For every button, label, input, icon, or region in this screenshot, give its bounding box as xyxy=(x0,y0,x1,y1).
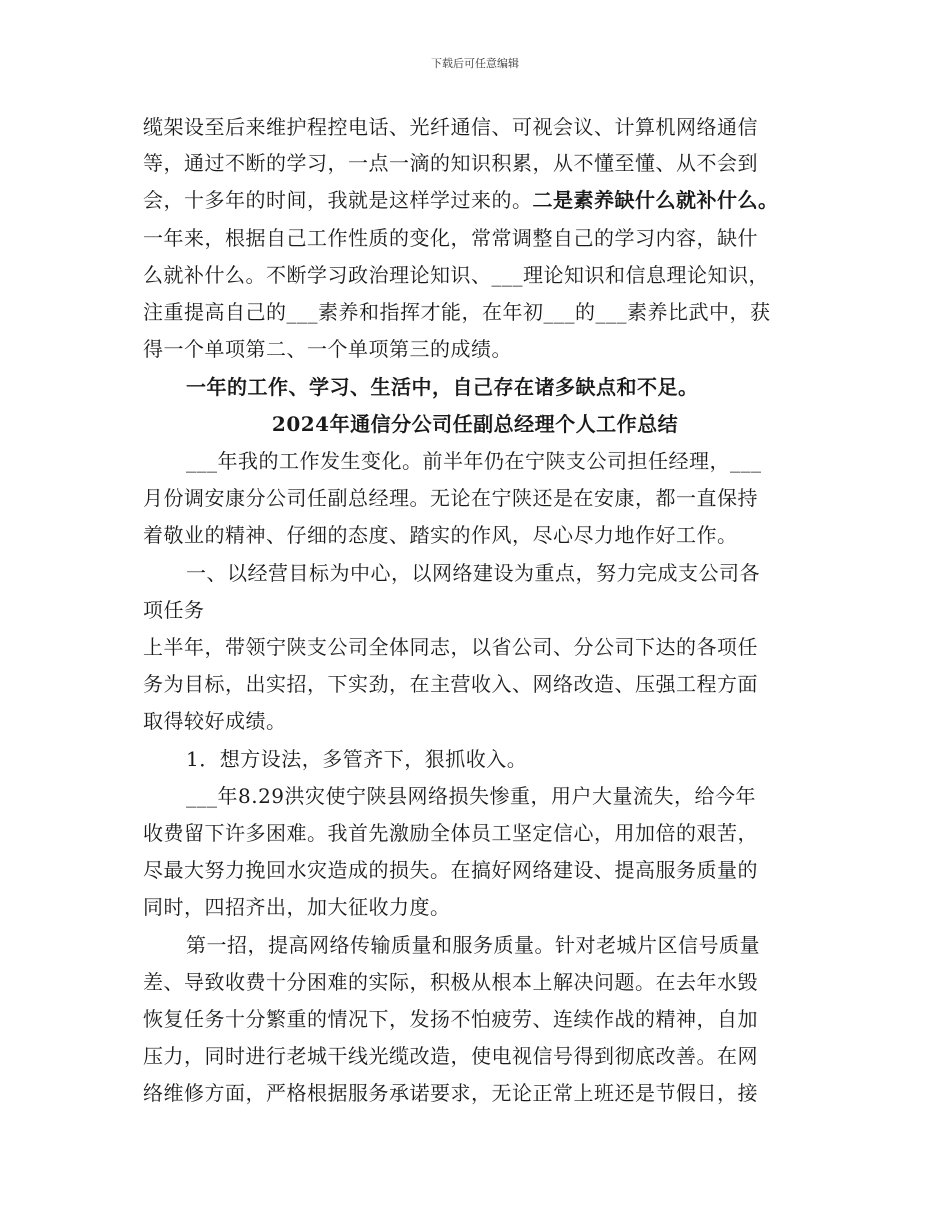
subsection-heading: 1．想方设法，多管齐下，狠抓收入。 xyxy=(186,747,528,771)
paragraph-line: 务为目标，出实招，下实劲，在主营收入、网络改造、压强工程方面 xyxy=(143,672,758,696)
paragraph-line: 么就补什么。不断学习政治理论知识、___理论知识和信息理论知识， xyxy=(143,263,769,287)
paragraph-line: 同时，四招齐出，加大征收力度。 xyxy=(143,895,451,919)
paragraph-line: ___年我的工作发生变化。前半年仍在宁陕支公司担任经理，___ xyxy=(186,449,762,473)
page-header: 下载后可任意编辑 xyxy=(431,57,519,70)
paragraph-line: 着敬业的精神、仔细的态度、踏实的作风，尽心尽力地作好工作。 xyxy=(143,523,738,547)
paragraph-line: 压力，同时进行老城干线光缆改造，使电视信号得到彻底改善。在网 xyxy=(143,1044,758,1068)
paragraph-line: 等，通过不断的学习，一点一滴的知识积累，从不懂至懂、从不会到 xyxy=(143,151,758,175)
paragraph-line: 月份调安康分公司任副总经理。无论在宁陕还是在安康，都一直保持 xyxy=(143,486,758,510)
paragraph-line: 差、导致收费十分困难的实际，积极从根本上解决问题。在去年水毁 xyxy=(143,970,758,994)
paragraph-line: 第一招，提高网络传输质量和服务质量。针对老城片区信号质量 xyxy=(186,933,760,957)
section-heading: 一、以经营目标为中心，以网络建设为重点，努力完成支公司各 xyxy=(186,561,760,585)
document-title: 2024年通信分公司任副总经理个人工作总结 xyxy=(271,412,679,436)
paragraph-line: 上半年，带领宁陕支公司全体同志，以省公司、分公司下达的各项任 xyxy=(143,635,758,659)
paragraph-line: 取得较好成绩。 xyxy=(143,709,287,733)
paragraph-line: 一年来，根据自己工作性质的变化，常常调整自己的学习内容，缺什 xyxy=(143,226,758,250)
bold-heading: 二是素养缺什么就补什么。 xyxy=(532,188,779,212)
paragraph-line: 收费留下许多困难。我首先激励全体员工坚定信心，用加倍的艰苦， xyxy=(143,821,758,845)
paragraph-line: 恢复任务十分繁重的情况下，发扬不怕疲劳、连续作战的精神，自加 xyxy=(143,1007,758,1031)
section-heading-cont: 项任务 xyxy=(143,598,205,622)
paragraph-line: 缆架设至后来维护程控电话、光纤通信、可视会议、计算机网络通信 xyxy=(143,115,758,139)
paragraph-line: 注重提高自己的___素养和指挥才能，在年初___的___素养比武中，获 xyxy=(143,300,771,324)
paragraph-line: 尽最大努力挽回水灾造成的损失。在搞好网络建设、提高服务质量的 xyxy=(143,858,758,882)
paragraph-line: 络维修方面，严格根据服务承诺要求，无论正常上班还是节假日，接 xyxy=(143,1081,758,1105)
paragraph-line: 得一个单项第二、一个单项第三的成绩。 xyxy=(143,337,512,361)
paragraph-line: 会，十多年的时间，我就是这样学过来的。二是素养缺什么就补什么。 xyxy=(143,188,779,212)
paragraph-line: ___年8.29洪灾使宁陕县网络损失惨重，用户大量流失，给今年 xyxy=(186,784,757,808)
summary-statement: 一年的工作、学习、生活中，自己存在诸多缺点和不足。 xyxy=(186,375,699,399)
